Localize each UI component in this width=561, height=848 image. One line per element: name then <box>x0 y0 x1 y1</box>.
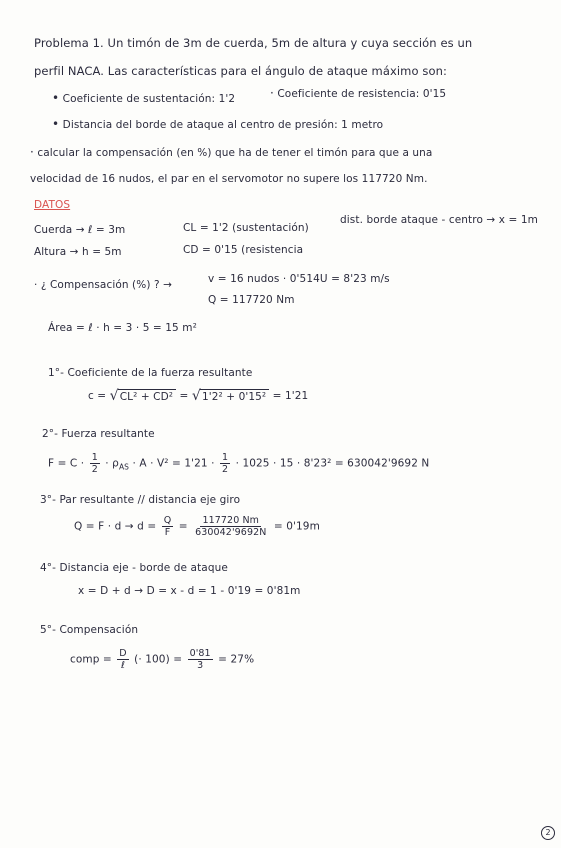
problem-line-2: perfil NACA. Las características para el ángulo de ataque máximo son: <box>34 64 447 78</box>
step4-formula: x = D + d → D = x - d = 1 - 0'19 = 0'81m <box>78 585 301 597</box>
step3-formula: Q = F · d → d = $\frac{Q}{F}$ = $\frac{117720 Nm}{630042'9692N}$ = 0'19m <box>74 515 320 538</box>
step2-title: 2°- Fuerza resultante <box>42 428 155 440</box>
datos-cl: CL = 1'2 (sustentación) <box>183 222 309 234</box>
step3-title: 3°- Par resultante // distancia eje giro <box>40 494 241 506</box>
datos-altura: Altura → h = 5m <box>34 246 122 258</box>
datos-torque: Q = 117720 Nm <box>208 294 295 306</box>
step1-formula: c = √ CL² + CD² = √ 1'2² + 0'15² = 1'21 <box>88 388 309 404</box>
problem-line-1: Problema 1. Un timón de 3m de cuerda, 5m de altura y cuya sección es un <box>34 36 473 50</box>
datos-heading: DATOS <box>34 199 71 211</box>
page-number: 2 <box>541 826 555 840</box>
bullet-pressure-center: • Distancia del borde de ataque al centro de presión: 1 metro <box>52 117 384 131</box>
datos-area: Área = ℓ · h = 3 · 5 = 15 m² <box>48 322 197 334</box>
datos-cuerda: Cuerda → ℓ = 3m <box>34 224 126 236</box>
bullet-drag-coefficient: · Coeficiente de resistencia: 0'15 <box>270 86 447 100</box>
step5-title: 5°- Compensación <box>40 624 139 636</box>
step4-title: 4°- Distancia eje - borde de ataque <box>40 562 228 574</box>
bullet-lift-coefficient: • Coeficiente de sustentación: 1'2 <box>52 91 236 105</box>
datos-dist: dist. borde ataque - centro → x = 1m <box>340 214 538 226</box>
step2-formula: F = C · $\frac{1}{2}$ · $\rho_{AS} \cdot A \cdot V^2 = 1'21$ · $\frac{1}{2}$ · 1025 · 15 · 8'23² = 630042'9692 N <box>48 452 430 475</box>
problem-line-5: · calcular la compensación (en %) que ha de tener el timón para que a una <box>30 145 433 159</box>
datos-cd: CD = 0'15 (resistencia <box>183 244 304 256</box>
step1-title: 1°- Coeficiente de la fuerza resultante <box>48 367 253 379</box>
step5-formula: comp = $\frac{D}{\text{ℓ}}$ (· 100) = $\frac{0'81}{3}$ = 27% <box>70 648 255 671</box>
datos-velocity: v = 16 nudos · 0'514U = 8'23 m/s <box>208 273 390 285</box>
problem-line-6: velocidad de 16 nudos, el par en el servomotor no supere los 117720 Nm. <box>30 173 428 185</box>
datos-compensacion-question: · ¿ Compensación (%) ? → <box>34 279 172 291</box>
